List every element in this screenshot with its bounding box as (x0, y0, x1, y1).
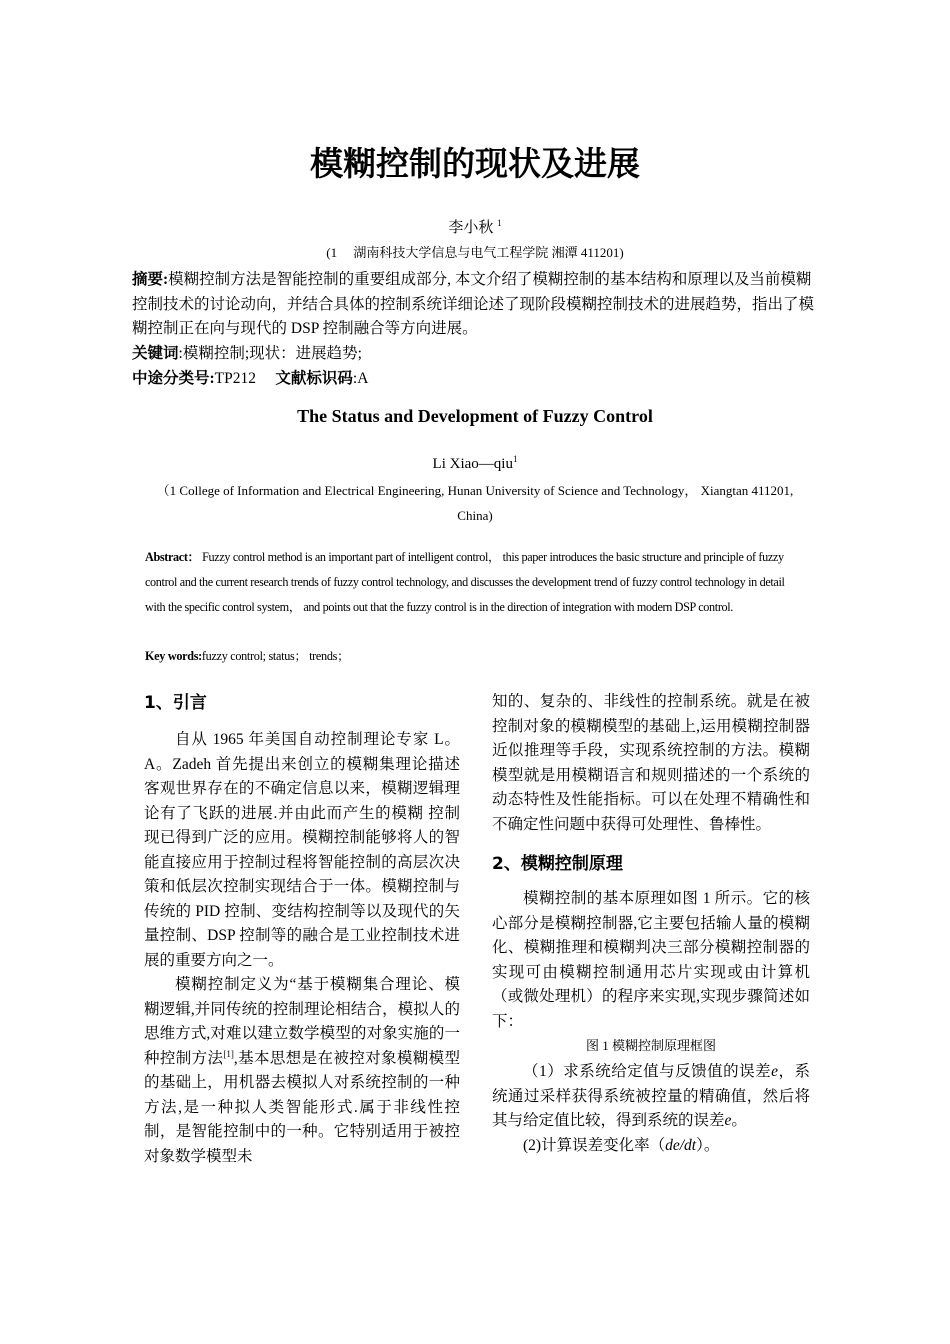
section-2-paragraph-1: 模糊控制的基本原理如图 1 所示。它的核心部分是模糊控制器,它主要包括输人量的模糊化、模糊推理和模糊判决三部分模糊控制器的实现可由模糊控制通用芯片实现或由计算机（或微处理机）的程序来实现,实现步骤简述如下： (492, 890, 810, 1030)
step-1-paragraph (492, 1060, 810, 1134)
author-cn-sup: 1 (497, 218, 502, 228)
class-label-2: 文献标识码 (275, 370, 353, 387)
classification-cn (132, 367, 822, 392)
column-left (144, 690, 460, 1169)
keywords-en-text: fuzzy control; status； trends； (201, 649, 349, 663)
affiliation-cn: (1 湖南科技大学信息与电气工程学院 湘潭 411201) (326, 245, 624, 260)
step-1-text-c: 。 (731, 1112, 747, 1129)
class-value-1: TP212 (214, 370, 272, 387)
step-1-text-a: （1）求系统给定值与反馈值的误差 (523, 1063, 772, 1080)
step-2-var: de/dt (665, 1136, 697, 1154)
section-1-paragraph-2 (144, 973, 460, 1169)
author-cn (0, 218, 950, 238)
citation-ref: [1] (223, 1048, 234, 1059)
affiliation-en: （1 College of Information and Electrical Engineering, Hunan University of Science and Technology， Xiangtan 411201, China) (156, 483, 794, 523)
section-2-heading: 2、模糊控制原理 (492, 854, 623, 874)
class-value-2: :A (352, 370, 369, 387)
abstract-cn-label: 摘要: (132, 271, 169, 288)
step-2-text-a: (2)计算误差变化率（ (523, 1136, 666, 1154)
section-1-p2-text-a: 模糊控制定义为“基于模糊集合理论、模糊逻辑,并同传统的控制理论相结合，模拟人的思维方式,对难以建立数学模型的对象实施的一种控制方法 (144, 976, 460, 1067)
step-2-paragraph (492, 1134, 810, 1159)
author-cn-name: 李小秋 (448, 220, 494, 236)
column-right (492, 690, 810, 1158)
author-en-name: Li Xiao—qiu (432, 456, 513, 472)
class-label-1: 中途分类号: (132, 370, 215, 387)
abstract-en-label: Abstract： (145, 550, 200, 564)
step-1-var-e: e (771, 1063, 778, 1080)
step-1-var-e-2: e (724, 1112, 732, 1129)
section-1-heading: 1、引言 (144, 693, 207, 713)
keywords-en (145, 646, 800, 666)
abstract-cn-text: 模糊控制方法是智能控制的重要组成部分, 本文介绍了模糊控制的基本结构和原理以及当前模糊控制技术的讨论动向，并结合具体的控制系统详细论述了现阶段模糊控制技术的进展趋势，指出了模糊控制正在向与现代的 DSP 控制融合等方向进展。 (132, 271, 815, 337)
section-1-p2-text-b: ,基本思想是在被控对象模糊模型的基础上，用机器去模拟人对系统控制的一种方法,是一种拟人类智能形式.属于非线性控制，是智能控制中的一种。它特别适用于被控对象数学模型未 (144, 1049, 460, 1165)
section-1-paragraph-1: 自从 1965 年美国自动控制理论专家 L。A。Zadeh 首先提出来创立的模糊集理论描述客观世界存在的不确定信息以来，模糊逻辑理论有了飞跃的进展.并由此而产生的模糊 控制现已得到广泛的应用。模糊控制能够将人的智能直接应用于控制过程将智能控制的高层次决策和低层次控制实现结合于一体。模糊控制与传统的 PID 控制、变结构控制等以及现代的矢量控制、DSP 控制等的融合是工业控制技术进展的重要方向之一。 (144, 731, 460, 969)
keywords-cn-label: 关键词 (132, 345, 179, 362)
author-en (0, 454, 950, 474)
step-1-text-b: ，系统通过采样获得系统被控量的精确值，然后将其与给定值比较，得到系统的误差 (492, 1063, 810, 1129)
abstract-en (145, 545, 800, 620)
author-en-sup: 1 (512, 454, 518, 464)
paper-title: 模糊控制的现状及进展 (310, 144, 640, 183)
keywords-cn-text: :模糊控制;现状：进展趋势; (178, 345, 362, 362)
keywords-cn (132, 342, 822, 367)
keywords-en-label: Key words: (145, 649, 202, 663)
paper-title-en: The Status and Development of Fuzzy Control (297, 406, 653, 426)
figure-1-caption: 图 1 模糊控制原理框图 (585, 1038, 716, 1053)
abstract-cn (132, 268, 822, 342)
section-1-paragraph-2-continued: 知的、复杂的、非线性的控制系统。就是在被控制对象的模糊模型的基础上,运用模糊控制器近似推理等手段，实现系统控制的方法。模糊模型就是用模糊语言和规则描述的一个系统的动态特性及性能指标。可以在处理不精确性和不确定性问题中获得可处理性、鲁棒性。 (492, 693, 810, 833)
abstract-en-text: Fuzzy control method is an important part of intelligent control， this paper introduces the basic structure and principle of fuzzy control and the current research trends of fuzzy control technology, and discusses the development trend of fuzzy control technology in detail with the specific control system， and points out that the fuzzy control is in the direction of integration with modern DSP control. (145, 550, 785, 614)
step-2-text-b: ）。 (696, 1136, 720, 1154)
